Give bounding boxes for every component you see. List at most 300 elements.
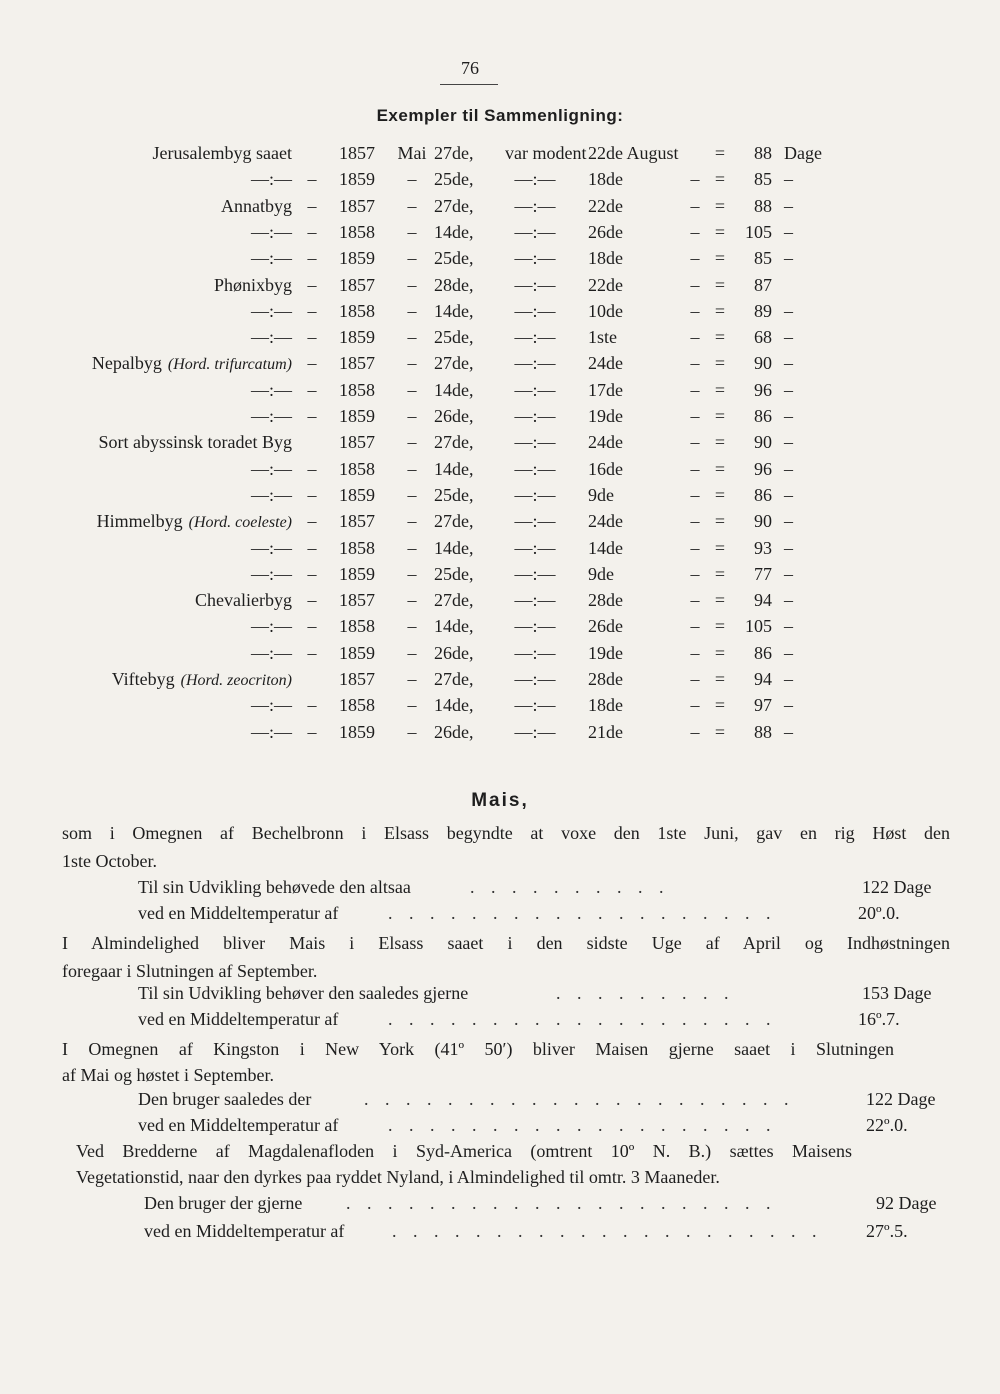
variety-label: Sort abyssinsk toradet Byg <box>98 432 292 453</box>
cell-eq: = <box>714 327 726 348</box>
mais-stat-3-temp <box>0 1112 1000 1138</box>
table-row <box>0 666 1000 692</box>
cell-dash1: – <box>307 695 317 716</box>
cell-day1: 14de, <box>434 537 474 558</box>
variety-name <box>0 403 292 429</box>
mais-stat-4-temp <box>0 1218 1000 1244</box>
cell-unit: – <box>784 511 793 532</box>
cell-dash3: – <box>690 379 700 400</box>
cell-unit: – <box>784 353 793 374</box>
cell-dash2: – <box>407 590 417 611</box>
cell-dash2: – <box>407 195 417 216</box>
cell-day2: 24de <box>588 511 623 532</box>
cell-dash2: – <box>407 616 417 637</box>
cell-dash2: – <box>407 327 417 348</box>
stat-label: Den bruger der gjerne <box>144 1193 303 1213</box>
cell-unit: – <box>784 669 793 689</box>
variety-name <box>0 324 292 350</box>
variety-name <box>0 272 292 298</box>
cell-day1: 26de, <box>434 721 474 742</box>
cell-unit: – <box>784 537 793 558</box>
cell-eq: = <box>714 695 726 716</box>
cell-dash1: – <box>307 221 317 242</box>
cell-day2: 18de <box>588 169 623 190</box>
variety-label: Himmelbyg <box>96 511 183 532</box>
cell-dash1: – <box>307 563 317 584</box>
cell-day1: 14de, <box>434 695 474 716</box>
table-row <box>0 535 1000 561</box>
cell-day2: 22de <box>588 274 623 295</box>
table-row <box>0 140 1000 166</box>
cell-dash1: – <box>307 248 317 269</box>
cell-day2: 28de <box>588 590 623 611</box>
cell-dash3: – <box>690 642 700 663</box>
cell-ditto: —:— <box>514 563 556 584</box>
table-row <box>0 508 1000 534</box>
cell-dash3: – <box>690 484 700 505</box>
cell-unit: – <box>784 563 793 584</box>
stat-value: 122 Dage <box>862 877 932 897</box>
mais-paragraph-1-line-2: 1ste October. <box>62 851 157 871</box>
cell-day1: 28de, <box>434 274 474 295</box>
cell-dash1: – <box>307 537 317 558</box>
cell-dash1: – <box>307 353 317 374</box>
cell-ditto: —:— <box>514 484 556 505</box>
cell-ditto: —:— <box>514 695 556 716</box>
cell-year: 1858 <box>339 616 375 637</box>
cell-unit: – <box>784 221 793 242</box>
section-title-exempler: Exempler til Sammenligning: <box>376 106 624 125</box>
stat-label: Til sin Udvikling behøvede den altsaa <box>138 877 411 897</box>
stat-value: 122 Dage <box>866 1089 936 1109</box>
cell-dash1: – <box>307 274 317 295</box>
cell-unit: – <box>784 616 793 637</box>
stat-label: ved en Middeltemperatur af <box>138 903 339 923</box>
cell-num: 105 <box>745 616 772 637</box>
cell-num: 86 <box>754 484 772 505</box>
cell-dash2: – <box>407 274 417 295</box>
cell-dash3: – <box>690 616 700 637</box>
table-row <box>0 403 1000 429</box>
variety-label: Viftebyg <box>111 669 175 689</box>
cell-day2: 26de <box>588 616 623 637</box>
mais-stat-2-temp <box>0 1006 1000 1032</box>
variety-name <box>0 166 292 192</box>
cell-dash3: – <box>690 669 700 689</box>
cell-ditto: —:— <box>514 248 556 269</box>
stat-value: 153 Dage <box>862 983 932 1003</box>
cell-ditto: —:— <box>514 458 556 479</box>
cell-day1: 27de, <box>434 669 474 689</box>
cell-dash2: – <box>407 537 417 558</box>
cell-ditto: —:— <box>514 616 556 637</box>
cell-dash3: – <box>690 353 700 374</box>
variety-label: —:— <box>250 642 292 663</box>
cell-eq: = <box>714 221 726 242</box>
variety-label: Nepalbyg <box>91 353 162 374</box>
variety-name <box>0 377 292 403</box>
cell-num: 90 <box>754 511 772 532</box>
cell-dash3: – <box>690 537 700 558</box>
cell-unit: Dage <box>784 143 822 163</box>
stat-label: ved en Middeltemperatur af <box>144 1221 345 1241</box>
cell-day2: 19de <box>588 406 623 426</box>
variety-label: —:— <box>250 221 292 242</box>
cell-num: 68 <box>754 327 772 348</box>
cell-dash2: – <box>407 248 417 269</box>
cell-ditto: —:— <box>514 195 556 216</box>
cell-day1: 25de, <box>434 484 474 505</box>
cell-day1: 27de, <box>434 590 474 611</box>
stat-value: 92 Dage <box>876 1193 937 1213</box>
cell-eq: = <box>714 458 726 479</box>
cell-day2: 22de <box>588 195 623 216</box>
cell-day1: 14de, <box>434 616 474 637</box>
cell-dash3: – <box>690 458 700 479</box>
variety-name <box>0 298 292 324</box>
cell-year: 1857 <box>339 353 375 374</box>
cell-dash1: – <box>307 406 317 426</box>
cell-dash1: – <box>307 379 317 400</box>
leader-dots: . . . . . . . . . <box>556 983 735 1003</box>
cell-year: 1857 <box>339 511 375 532</box>
leader-dots: . . . . . . . . . . . . . . . . . . . . . <box>392 1221 823 1241</box>
cell-eq: = <box>714 721 726 742</box>
cell-dash2: – <box>407 484 417 505</box>
variety-name <box>0 666 292 694</box>
cell-dash3: – <box>690 327 700 348</box>
cell-eq: = <box>714 274 726 295</box>
variety-name <box>0 508 292 536</box>
stat-value: 22º.0. <box>866 1115 908 1135</box>
cell-dash2: – <box>407 669 417 689</box>
cell-year: 1859 <box>339 563 375 584</box>
cell-dash1: – <box>307 484 317 505</box>
cell-eq: = <box>714 300 726 321</box>
cell-year: 1858 <box>339 458 375 479</box>
cell-dash2: – <box>407 300 417 321</box>
cell-ditto: —:— <box>514 300 556 321</box>
table-row <box>0 561 1000 587</box>
mais-paragraph-2-line-2: foregaar i Slutningen af September. <box>62 961 318 981</box>
cell-day1: 14de, <box>434 458 474 479</box>
table-row <box>0 482 1000 508</box>
variety-name <box>0 193 292 219</box>
cell-day1: 27de, <box>434 511 474 532</box>
cell-dash1: – <box>307 721 317 742</box>
cell-num: 88 <box>754 721 772 742</box>
cell-dash2: – <box>407 458 417 479</box>
cell-eq: = <box>714 143 726 163</box>
cell-dash2: – <box>407 221 417 242</box>
cell-day1: 27de, <box>434 353 474 374</box>
cell-ditto: —:— <box>514 379 556 400</box>
cell-dash2: – <box>407 169 417 190</box>
leader-dots: . . . . . . . . . . . . . . . . . . . <box>388 903 777 923</box>
variety-name <box>0 140 292 166</box>
cell-dash3: – <box>690 590 700 611</box>
variety-name <box>0 561 292 587</box>
cell-num: 85 <box>754 169 772 190</box>
leader-dots: . . . . . . . . . . . . . . . . . . . . . <box>346 1193 777 1213</box>
cell-day1: 25de, <box>434 327 474 348</box>
variety-label: —:— <box>250 248 292 269</box>
cell-day2: 21de <box>588 721 623 742</box>
table-row <box>0 692 1000 718</box>
cell-year: 1857 <box>339 669 375 689</box>
cell-unit: – <box>784 432 793 453</box>
cell-num: 90 <box>754 353 772 374</box>
table-row <box>0 640 1000 666</box>
cell-eq: = <box>714 563 726 584</box>
cell-unit: – <box>784 195 793 216</box>
cell-num: 88 <box>754 195 772 216</box>
variety-label: —:— <box>250 300 292 321</box>
cell-ditto: —:— <box>514 511 556 532</box>
cell-unit: – <box>784 169 793 190</box>
cell-dash1: – <box>307 300 317 321</box>
table-row <box>0 245 1000 271</box>
cell-unit: – <box>784 458 793 479</box>
stat-value: 20º.0. <box>858 903 900 923</box>
cell-ditto: —:— <box>514 721 556 742</box>
cell-ditto: —:— <box>514 537 556 558</box>
cell-year: 1857 <box>339 195 375 216</box>
stat-value: 16º.7. <box>858 1009 900 1029</box>
variety-label: —:— <box>250 563 292 584</box>
cell-dash1: – <box>307 195 317 216</box>
cell-dash3: – <box>690 221 700 242</box>
cell-day2: 24de <box>588 432 623 453</box>
cell-ditto: —:— <box>514 274 556 295</box>
table-row <box>0 587 1000 613</box>
cell-dash2: – <box>407 432 417 453</box>
table-row <box>0 193 1000 219</box>
cell-eq: = <box>714 669 726 689</box>
mais-stat-1-temp <box>0 900 1000 926</box>
cell-num: 94 <box>754 669 772 689</box>
cell-day2: 9de <box>588 563 614 584</box>
page-number-rule <box>440 84 498 85</box>
cell-day2: 18de <box>588 695 623 716</box>
cell-num: 88 <box>754 143 772 163</box>
variety-label: Phønixbyg <box>213 274 292 295</box>
cell-dash1: – <box>307 616 317 637</box>
stat-value: 27º.5. <box>866 1221 908 1241</box>
cell-num: 90 <box>754 432 772 453</box>
cell-dash3: – <box>690 563 700 584</box>
cell-dash2: – <box>407 563 417 584</box>
variety-name <box>0 482 292 508</box>
variety-name <box>0 719 292 745</box>
cell-dash2: – <box>407 695 417 716</box>
cell-dash1: – <box>307 458 317 479</box>
section-title-mais: Mais, <box>471 790 529 811</box>
cell-day2: 17de <box>588 379 623 400</box>
cell-unit: – <box>784 695 793 716</box>
cell-year: 1857 <box>339 274 375 295</box>
cell-year: 1857 <box>339 143 375 163</box>
leader-dots: . . . . . . . . . . . . . . . . . . . <box>388 1009 777 1029</box>
cell-day1: 14de, <box>434 221 474 242</box>
cell-num: 94 <box>754 590 772 611</box>
mais-stat-2 <box>0 980 1000 1006</box>
cell-eq: = <box>714 590 726 611</box>
table-row <box>0 429 1000 455</box>
variety-label: —:— <box>250 406 292 426</box>
variety-name <box>0 429 292 455</box>
cell-ditto: —:— <box>514 221 556 242</box>
cell-ditto: —:— <box>514 406 556 426</box>
cell-num: 97 <box>754 695 772 716</box>
cell-dash2: – <box>407 379 417 400</box>
cell-unit: – <box>784 484 793 505</box>
cell-day1: 27de, <box>434 143 474 163</box>
cell-day2: 16de <box>588 458 623 479</box>
cell-eq: = <box>714 642 726 663</box>
cell-num: 105 <box>745 221 772 242</box>
cell-eq: = <box>714 484 726 505</box>
cell-year: 1858 <box>339 300 375 321</box>
cell-year: 1859 <box>339 642 375 663</box>
variety-label: —:— <box>250 537 292 558</box>
cell-ditto: —:— <box>514 353 556 374</box>
cell-dash1: – <box>307 642 317 663</box>
table-row <box>0 272 1000 298</box>
cell-num: 96 <box>754 379 772 400</box>
cell-num: 89 <box>754 300 772 321</box>
cell-dash2: – <box>407 406 417 426</box>
variety-name <box>0 219 292 245</box>
mais-stat-4 <box>0 1190 1000 1216</box>
variety-name <box>0 456 292 482</box>
cell-year: 1859 <box>339 327 375 348</box>
cell-dash3: – <box>690 274 700 295</box>
cell-day2: 26de <box>588 221 623 242</box>
cell-unit: – <box>784 721 793 742</box>
variety-label: —:— <box>250 458 292 479</box>
variety-label: Jerusalembyg saaet <box>152 143 292 163</box>
variety-label: Annatbyg <box>221 195 292 216</box>
cell-num: 77 <box>754 563 772 584</box>
cell-num: 96 <box>754 458 772 479</box>
mais-paragraph-1-line-1: som i Omegnen af Bechelbronn i Elsass begyndte at voxe den 1ste Juni, gav en rig Høst den <box>62 823 950 843</box>
cell-num: 93 <box>754 537 772 558</box>
table-row <box>0 719 1000 745</box>
cell-dash2: – <box>407 353 417 374</box>
table-row <box>0 298 1000 324</box>
cell-year: 1859 <box>339 484 375 505</box>
cell-unit: – <box>784 248 793 269</box>
cell-year: 1859 <box>339 406 375 426</box>
leader-dots: . . . . . . . . . . . . . . . . . . . <box>388 1115 777 1135</box>
cell-num: 86 <box>754 642 772 663</box>
cell-eq: = <box>714 248 726 269</box>
cell-unit: – <box>784 406 793 426</box>
table-row <box>0 613 1000 639</box>
cell-year: 1859 <box>339 169 375 190</box>
cell-dash3: – <box>690 695 700 716</box>
cell-eq: = <box>714 169 726 190</box>
stat-label: ved en Middeltemperatur af <box>138 1009 339 1029</box>
stat-label: Den bruger saaledes der <box>138 1089 312 1109</box>
cell-day1: 14de, <box>434 300 474 321</box>
table-row <box>0 456 1000 482</box>
latin-name: (Hord. zeocriton) <box>180 672 292 689</box>
cell-day2: 18de <box>588 248 623 269</box>
cell-ditto: —:— <box>514 432 556 453</box>
cell-dash1: – <box>307 511 317 532</box>
mais-stat-3 <box>0 1086 1000 1112</box>
variety-label: —:— <box>250 721 292 742</box>
cell-year: 1857 <box>339 432 375 453</box>
cell-unit: – <box>784 642 793 663</box>
cell-ditto: var modent <box>505 143 587 163</box>
cell-dash3: – <box>690 248 700 269</box>
mais-paragraph-3-line-2: af Mai og høstet i September. <box>62 1065 274 1085</box>
table-row <box>0 166 1000 192</box>
variety-name <box>0 587 292 613</box>
cell-eq: = <box>714 379 726 400</box>
cell-ditto: —:— <box>514 327 556 348</box>
cell-day2: 24de <box>588 353 623 374</box>
cell-day2: 10de <box>588 300 623 321</box>
cell-day1: 25de, <box>434 169 474 190</box>
cell-unit: – <box>784 379 793 400</box>
variety-label: —:— <box>250 379 292 400</box>
cell-year: 1858 <box>339 221 375 242</box>
cell-dash2: Mai <box>397 143 427 163</box>
table-row <box>0 350 1000 376</box>
cell-dash3: – <box>690 169 700 190</box>
mais-stat-1 <box>0 874 1000 900</box>
latin-name: (Hord. coeleste) <box>188 514 292 532</box>
cell-num: 87 <box>754 274 772 295</box>
cell-year: 1859 <box>339 721 375 742</box>
variety-name <box>0 535 292 561</box>
cell-dash3: – <box>690 195 700 216</box>
cell-day2: 22de August <box>588 143 679 163</box>
variety-name <box>0 613 292 639</box>
cell-day1: 25de, <box>434 248 474 269</box>
cell-ditto: —:— <box>514 669 556 689</box>
cell-num: 86 <box>754 406 772 426</box>
cell-day2: 14de <box>588 537 623 558</box>
cell-day1: 25de, <box>434 563 474 584</box>
table-row <box>0 324 1000 350</box>
cell-ditto: —:— <box>514 590 556 611</box>
cell-dash3: – <box>690 300 700 321</box>
cell-day1: 26de, <box>434 406 474 426</box>
cell-day2: 9de <box>588 484 614 505</box>
cell-day1: 27de, <box>434 432 474 453</box>
variety-label: Chevalierbyg <box>195 590 292 611</box>
variety-name <box>0 640 292 666</box>
table-row <box>0 377 1000 403</box>
mais-paragraph-4-line-2: Vegetationstid, naar den dyrkes paa ryddet Nyland, i Almindelighed til omtr. 3 Maaneder. <box>76 1167 720 1187</box>
cell-day1: 14de, <box>434 379 474 400</box>
cell-eq: = <box>714 511 726 532</box>
cell-day1: 27de, <box>434 195 474 216</box>
leader-dots: . . . . . . . . . . . . . . . . . . . . . <box>364 1089 795 1109</box>
cell-dash3: – <box>690 511 700 532</box>
mais-paragraph-3-line-1: I Omegnen af Kingston i New York (41º 50′) bliver Maisen gjerne saaet i Slutningen <box>62 1039 894 1059</box>
cell-day2: 28de <box>588 669 623 689</box>
cell-unit: – <box>784 590 793 611</box>
cell-unit: – <box>784 327 793 348</box>
variety-name <box>0 692 292 718</box>
variety-label: —:— <box>250 484 292 505</box>
